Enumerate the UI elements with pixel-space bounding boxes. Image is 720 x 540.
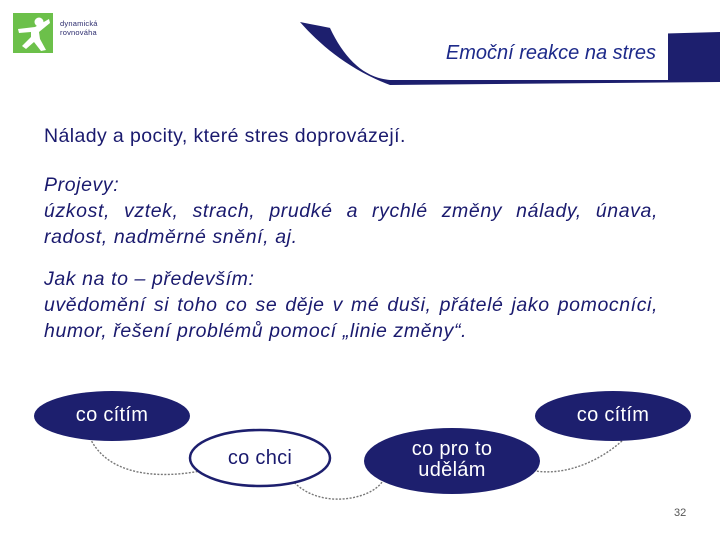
manifestations-text: úzkost, vztek, strach, prudké a rychlé změny nálady, únava, radost, nadměrné snění, aj. xyxy=(44,200,658,248)
manifestations-block xyxy=(44,172,658,250)
change-line-diagram xyxy=(0,370,720,540)
person-icon xyxy=(13,13,53,53)
logo-text xyxy=(60,20,98,37)
node-want-label: co chci xyxy=(227,447,293,469)
connector-2 xyxy=(292,480,382,499)
subtitle: Nálady a pocity, které stres doprovázejí. xyxy=(44,125,406,147)
node-do-label: co pro to udělám xyxy=(411,438,493,481)
logo-line-1: dynamická xyxy=(60,19,98,28)
slide-number: 32 xyxy=(674,507,687,519)
howto-text: uvědomění si toho co se děje v mé duši, přátelé jako pomocníci, humor, řešení problémů pomocí „linie změny“. xyxy=(44,294,658,342)
manifestations-heading: Projevy: xyxy=(44,174,120,196)
slide-title: Emoční reakce na stres xyxy=(445,42,656,64)
howto-block xyxy=(44,266,658,344)
logo-line-2: rovnováha xyxy=(60,27,97,37)
logo xyxy=(13,13,53,53)
node-feel-1-label: co cítím xyxy=(75,404,149,426)
howto-heading: Jak na to – především: xyxy=(44,268,255,290)
node-feel-2-label: co cítím xyxy=(576,404,650,426)
